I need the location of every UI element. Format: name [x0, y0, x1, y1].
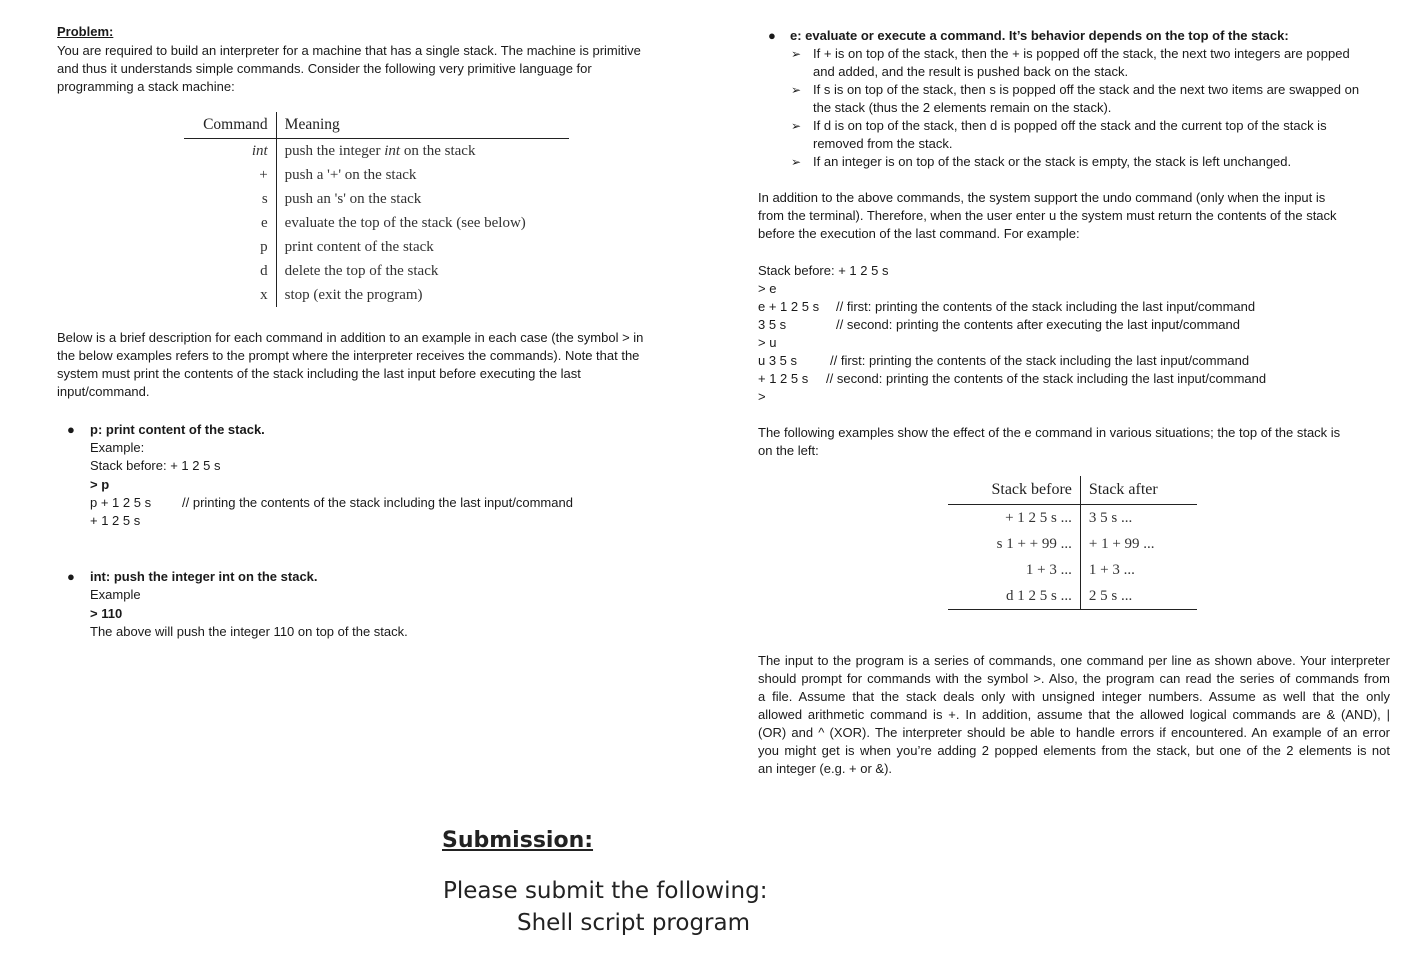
e-item-2	[791, 81, 1360, 117]
stack-after-header: Stack after	[1080, 476, 1197, 505]
meaning-header: Meaning	[276, 112, 569, 139]
table-row	[948, 583, 1197, 610]
undo-comment-2: // second: printing the contents after executing the last input/command	[836, 317, 1240, 332]
table-row	[184, 235, 569, 259]
input-para-line: should prompt for commands with the symbol >. Also, the program can read the series of commands from	[758, 671, 1390, 686]
e-item-text: If d is on top of the stack, then d is popped off the stack and the current top of the stack is	[813, 118, 1327, 133]
undo-stack-before: Stack before: + 1 2 5 s	[758, 263, 889, 278]
undo-comment-4: // second: printing the contents of the stack including the last input/command	[826, 371, 1267, 386]
stack-effect-table	[948, 476, 1197, 610]
p-output-1: p + 1 2 5 s	[90, 495, 152, 510]
p-prompt: > p	[90, 477, 110, 492]
input-paragraph	[758, 652, 1390, 778]
undo-line-2: 3 5 s	[758, 317, 787, 332]
desc-line-3: system must print the contents of the stack including the last input before executing the last	[57, 366, 581, 381]
undo-para-line-2: from the terminal). Therefore, when the user enter u the system must return the contents of the stack	[758, 208, 1337, 223]
command-cell: s	[184, 187, 276, 211]
e-item-3	[791, 117, 1327, 153]
input-para-line: a file. Assume that the stack deals only with unsigned integer numbers. Assume as well that the only	[758, 689, 1390, 704]
command-cell: x	[184, 283, 276, 307]
command-cell: e	[184, 211, 276, 235]
p-comment-1: // printing the contents of the stack including the last input/command	[182, 495, 573, 510]
e-item-1	[791, 45, 1350, 81]
desc-line-4: input/command.	[57, 384, 150, 399]
stack-before-cell: + 1 2 5 s ...	[948, 505, 1080, 532]
e-item-text: removed from the stack.	[813, 136, 953, 151]
undo-line-4: + 1 2 5 s	[758, 371, 809, 386]
undo-line-1: e + 1 2 5 s	[758, 299, 820, 314]
e-item-text: If an integer is on top of the stack or the stack is empty, the stack is left unchanged.	[813, 154, 1292, 169]
meaning-cell: evaluate the top of the stack (see below)	[284, 215, 526, 231]
undo-line-3: u 3 5 s	[758, 353, 798, 368]
undo-prompt-u: > u	[758, 335, 777, 350]
e-item-4	[791, 153, 1292, 171]
e-item-text: and added, and the result is pushed back on the stack.	[813, 64, 1129, 79]
table-row	[184, 187, 569, 211]
meaning-cell: push the integer int on the stack	[284, 143, 476, 159]
input-para-line: you might get is when you’re adding 2 popped elements from the stack, but one of the 2 elements is not	[758, 743, 1390, 758]
undo-para-line-3: before the execution of the last command. For example:	[758, 226, 1080, 241]
table-row	[948, 531, 1197, 557]
e-item-text: If s is on top of the stack, then s is popped off the stack and the next two items are swapped on	[813, 82, 1360, 97]
table-row	[184, 139, 569, 164]
table-row	[948, 557, 1197, 583]
arrow-bullet-icon: ➢	[791, 119, 802, 133]
arrow-bullet-icon: ➢	[791, 47, 802, 61]
int-note: The above will push the integer 110 on top of the stack.	[90, 624, 408, 639]
input-para-line: allowed arithmetic command is +. In addition, assume that the allowed logical commands are & (AND), |	[758, 707, 1390, 722]
stack-before-header: Stack before	[948, 476, 1080, 505]
undo-prompt-end: >	[758, 389, 766, 404]
command-cell: d	[184, 259, 276, 283]
e-item-text: If + is on top of the stack, then the + is popped off the stack, the next two integers are popped	[813, 46, 1350, 61]
p-output-2: + 1 2 5 s	[90, 513, 141, 528]
input-para-line: The input to the program is a series of commands, one command per line as shown above. Your interpreter	[758, 653, 1390, 668]
desc-line-1: Below is a brief description for each command in addition to an example in each case (the symbol > in	[57, 330, 644, 345]
arrow-bullet-icon: ➢	[791, 83, 802, 97]
meaning-cell: push an 's' on the stack	[284, 191, 422, 207]
e-section-title: e: evaluate or execute a command. It’s behavior depends on the top of the stack:	[790, 28, 1289, 43]
stack-after-cell: 3 5 s ...	[1088, 510, 1133, 526]
command-header: Command	[184, 112, 276, 139]
stack-after-cell: + 1 + 99 ...	[1088, 536, 1155, 552]
intro-line-3: programming a stack machine:	[57, 79, 235, 94]
bullet-icon: ●	[67, 569, 75, 584]
undo-comment-1: // first: printing the contents of the stack including the last input/command	[836, 299, 1256, 314]
stack-after-cell: 2 5 s ...	[1080, 583, 1197, 610]
table-row	[184, 211, 569, 235]
command-cell: +	[184, 163, 276, 187]
undo-comment-3: // first: printing the contents of the stack including the last input/command	[830, 353, 1250, 368]
meaning-cell: stop (exit the program)	[284, 287, 423, 303]
e-examples-line-1: The following examples show the effect of the e command in various situations; the top of the stack is	[758, 425, 1341, 440]
p-example-label: Example:	[90, 440, 145, 455]
meaning-cell: print content of the stack	[284, 239, 434, 255]
desc-line-2: the below examples refers to the prompt where the interpreter receives the commands). Note that the	[57, 348, 640, 363]
command-cell: p	[184, 235, 276, 259]
stack-before-cell: 1 + 3 ...	[948, 557, 1080, 583]
input-para-line: an integer (e.g. + or &).	[758, 761, 893, 776]
table-row	[184, 259, 569, 283]
table-row	[184, 283, 569, 307]
meaning-cell: push a '+' on the stack	[284, 167, 417, 183]
submission-title: Submission:	[442, 828, 594, 853]
undo-prompt-e: > e	[758, 281, 777, 296]
intro-line-1: You are required to build an interpreter for a machine that has a single stack. The machine is primitive	[57, 43, 641, 58]
int-section-title: int: push the integer int on the stack.	[90, 569, 318, 584]
command-cell: int	[184, 139, 276, 164]
submission-line-1: Please submit the following:	[443, 878, 768, 904]
int-prompt: > 110	[90, 606, 123, 621]
arrow-bullet-icon: ➢	[791, 155, 802, 169]
table-row	[948, 505, 1197, 532]
stack-after-cell: 1 + 3 ...	[1088, 562, 1135, 578]
input-para-line: (OR) and ^ (XOR). The interpreter should be able to handle errors if encountered. An example of an error	[758, 725, 1390, 740]
submission-line-2: Shell script program	[517, 910, 750, 936]
e-item-text: the stack (thus the 2 elements remain on the stack).	[813, 100, 1112, 115]
command-table	[184, 112, 569, 307]
meaning-cell: delete the top of the stack	[284, 263, 439, 279]
stack-before-cell: d 1 2 5 s ...	[948, 583, 1080, 610]
stack-before-cell: s 1 + + 99 ...	[948, 531, 1080, 557]
p-section-title: p: print content of the stack.	[90, 422, 265, 437]
int-example-label: Example	[90, 587, 141, 602]
bullet-icon: ●	[67, 422, 75, 437]
undo-para-line-1: In addition to the above commands, the system support the undo command (only when the input is	[758, 190, 1326, 205]
p-stack-before: Stack before: + 1 2 5 s	[90, 458, 221, 473]
table-row	[184, 163, 569, 187]
bullet-icon: ●	[768, 28, 776, 43]
e-examples-line-2: on the left:	[758, 443, 819, 458]
intro-line-2: and thus it understands simple commands. Consider the following very primitive language for	[57, 61, 592, 76]
problem-heading: Problem:	[57, 24, 114, 39]
